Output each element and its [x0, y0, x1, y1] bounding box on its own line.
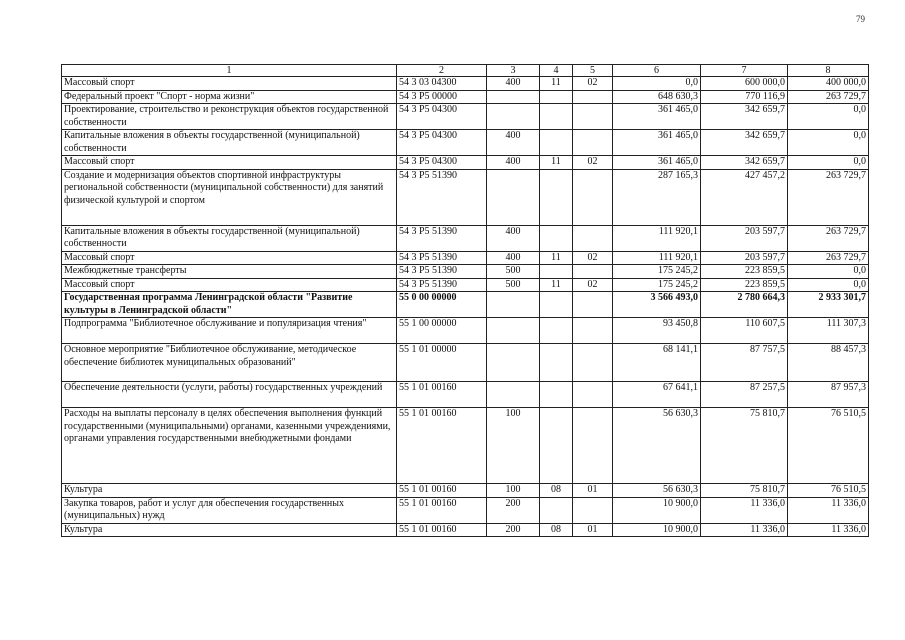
row-value-7: 223 859,5 — [701, 278, 788, 292]
row-name: Закупка товаров, работ и услуг для обеспечения государственных (муниципальных) нужд — [62, 497, 397, 523]
row-expense-type: 200 — [487, 523, 540, 537]
row-name: Межбюджетные трансферты — [62, 265, 397, 279]
table-row — [62, 292, 869, 318]
row-subsection: 02 — [573, 77, 613, 91]
row-subsection — [573, 104, 613, 130]
row-subsection — [573, 130, 613, 156]
row-value-7: 203 597,7 — [701, 251, 788, 265]
row-code: 54 3 P5 04300 — [397, 104, 487, 130]
row-value-6: 10 900,0 — [613, 497, 701, 523]
row-value-6: 361 465,0 — [613, 156, 701, 170]
row-value-6: 68 141,1 — [613, 344, 701, 382]
row-value-8: 263 729,7 — [788, 225, 869, 251]
row-value-6: 361 465,0 — [613, 130, 701, 156]
row-name: Капитальные вложения в объекты государственной (муниципальной) собственности — [62, 225, 397, 251]
row-name: Культура — [62, 484, 397, 498]
row-value-7: 75 810,7 — [701, 484, 788, 498]
row-section — [540, 90, 573, 104]
table-row — [62, 484, 869, 498]
row-section: 11 — [540, 77, 573, 91]
table-row — [62, 382, 869, 408]
row-subsection: 01 — [573, 523, 613, 537]
row-name: Подпрограмма "Библиотечное обслуживание и популяризация чтения" — [62, 318, 397, 344]
header-cell: 1 — [62, 65, 397, 77]
row-value-7: 342 659,7 — [701, 130, 788, 156]
row-value-8: 111 307,3 — [788, 318, 869, 344]
row-name: Проектирование, строительство и реконструкция объектов государственной собственности — [62, 104, 397, 130]
row-subsection — [573, 318, 613, 344]
row-subsection — [573, 408, 613, 484]
row-section — [540, 382, 573, 408]
row-value-7: 770 116,9 — [701, 90, 788, 104]
row-subsection — [573, 225, 613, 251]
row-value-6: 0,0 — [613, 77, 701, 91]
row-expense-type: 100 — [487, 484, 540, 498]
row-value-7: 11 336,0 — [701, 523, 788, 537]
row-section — [540, 408, 573, 484]
table-row — [62, 523, 869, 537]
row-value-6: 648 630,3 — [613, 90, 701, 104]
row-value-6: 287 165,3 — [613, 169, 701, 225]
row-subsection — [573, 344, 613, 382]
row-expense-type — [487, 169, 540, 225]
row-value-7: 110 607,5 — [701, 318, 788, 344]
row-expense-type: 500 — [487, 278, 540, 292]
row-section: 11 — [540, 278, 573, 292]
row-expense-type — [487, 104, 540, 130]
row-code: 55 1 01 00160 — [397, 523, 487, 537]
row-expense-type: 400 — [487, 77, 540, 91]
row-value-8: 11 336,0 — [788, 497, 869, 523]
row-name: Основное мероприятие "Библиотечное обслуживание, методическое обеспечение библиотек муниципальных образований" — [62, 344, 397, 382]
header-row — [62, 65, 869, 77]
row-name: Обеспечение деятельности (услуги, работы) государственных учреждений — [62, 382, 397, 408]
table-row — [62, 497, 869, 523]
row-subsection — [573, 90, 613, 104]
header-cell: 5 — [573, 65, 613, 77]
row-code: 54 3 P5 51390 — [397, 278, 487, 292]
row-expense-type — [487, 292, 540, 318]
header-cell: 2 — [397, 65, 487, 77]
table-row — [62, 225, 869, 251]
row-value-8: 76 510,5 — [788, 484, 869, 498]
row-value-8: 0,0 — [788, 265, 869, 279]
header-cell: 7 — [701, 65, 788, 77]
table-row — [62, 90, 869, 104]
row-code: 54 3 P5 51390 — [397, 225, 487, 251]
row-subsection: 01 — [573, 484, 613, 498]
table-row — [62, 318, 869, 344]
row-value-6: 56 630,3 — [613, 484, 701, 498]
row-name: Капитальные вложения в объекты государственной (муниципальной) собственности — [62, 130, 397, 156]
budget-table — [61, 64, 869, 537]
row-section: 08 — [540, 484, 573, 498]
row-value-8: 0,0 — [788, 104, 869, 130]
row-name: Государственная программа Ленинградской области "Развитие культуры в Ленинградской области" — [62, 292, 397, 318]
row-code: 54 3 03 04300 — [397, 77, 487, 91]
row-expense-type: 100 — [487, 408, 540, 484]
row-value-8: 0,0 — [788, 156, 869, 170]
row-value-6: 361 465,0 — [613, 104, 701, 130]
row-value-6: 175 245,2 — [613, 278, 701, 292]
table-row — [62, 169, 869, 225]
row-code: 55 1 01 00160 — [397, 408, 487, 484]
row-code: 55 1 01 00160 — [397, 497, 487, 523]
row-expense-type — [487, 90, 540, 104]
row-value-8: 263 729,7 — [788, 169, 869, 225]
row-value-7: 342 659,7 — [701, 156, 788, 170]
row-expense-type — [487, 318, 540, 344]
row-name: Массовый спорт — [62, 156, 397, 170]
row-section — [540, 169, 573, 225]
row-code: 54 3 P5 51390 — [397, 169, 487, 225]
row-value-8: 0,0 — [788, 278, 869, 292]
row-code: 55 1 01 00160 — [397, 484, 487, 498]
table-row — [62, 344, 869, 382]
row-value-8: 2 933 301,7 — [788, 292, 869, 318]
header-cell: 8 — [788, 65, 869, 77]
row-value-6: 10 900,0 — [613, 523, 701, 537]
table-row — [62, 251, 869, 265]
row-value-7: 75 810,7 — [701, 408, 788, 484]
page-number: 79 — [856, 14, 865, 24]
table-row — [62, 130, 869, 156]
row-section — [540, 130, 573, 156]
row-expense-type: 400 — [487, 156, 540, 170]
row-value-8: 88 457,3 — [788, 344, 869, 382]
row-code: 55 0 00 00000 — [397, 292, 487, 318]
row-value-6: 111 920,1 — [613, 251, 701, 265]
row-section — [540, 318, 573, 344]
row-code: 54 3 P5 51390 — [397, 265, 487, 279]
row-value-6: 111 920,1 — [613, 225, 701, 251]
row-value-7: 600 000,0 — [701, 77, 788, 91]
row-code: 54 3 P5 04300 — [397, 156, 487, 170]
row-code: 54 3 P5 00000 — [397, 90, 487, 104]
row-name: Массовый спорт — [62, 251, 397, 265]
table-row — [62, 278, 869, 292]
table-row — [62, 265, 869, 279]
row-subsection: 02 — [573, 278, 613, 292]
row-section — [540, 104, 573, 130]
row-value-7: 87 257,5 — [701, 382, 788, 408]
table-row — [62, 77, 869, 91]
row-section: 08 — [540, 523, 573, 537]
row-code: 54 3 P5 04300 — [397, 130, 487, 156]
row-value-8: 0,0 — [788, 130, 869, 156]
row-section — [540, 344, 573, 382]
row-value-6: 93 450,8 — [613, 318, 701, 344]
table-row — [62, 408, 869, 484]
row-expense-type — [487, 382, 540, 408]
row-name: Федеральный проект "Спорт - норма жизни" — [62, 90, 397, 104]
row-name: Создание и модернизация объектов спортивной инфраструктуры региональной собственности (муниципальной собственности) для занятий физической культурой и спортом — [62, 169, 397, 225]
row-value-7: 87 757,5 — [701, 344, 788, 382]
row-subsection — [573, 292, 613, 318]
row-value-6: 56 630,3 — [613, 408, 701, 484]
row-section — [540, 225, 573, 251]
row-code: 54 3 P5 51390 — [397, 251, 487, 265]
row-value-8: 263 729,7 — [788, 251, 869, 265]
row-subsection — [573, 265, 613, 279]
row-value-8: 76 510,5 — [788, 408, 869, 484]
table-row — [62, 156, 869, 170]
row-expense-type: 200 — [487, 497, 540, 523]
row-expense-type: 500 — [487, 265, 540, 279]
row-section: 11 — [540, 156, 573, 170]
row-subsection — [573, 382, 613, 408]
header-cell: 6 — [613, 65, 701, 77]
row-name: Расходы на выплаты персоналу в целях обеспечения выполнения функций государственными (муниципальными) органами, казенными учреждениями, органами управления государственными внебюджетными фондами — [62, 408, 397, 484]
row-code: 55 1 01 00000 — [397, 344, 487, 382]
row-expense-type: 400 — [487, 130, 540, 156]
row-value-8: 400 000,0 — [788, 77, 869, 91]
row-name: Массовый спорт — [62, 278, 397, 292]
row-value-7: 342 659,7 — [701, 104, 788, 130]
row-subsection: 02 — [573, 251, 613, 265]
row-expense-type — [487, 344, 540, 382]
row-value-8: 11 336,0 — [788, 523, 869, 537]
row-name: Культура — [62, 523, 397, 537]
row-expense-type: 400 — [487, 251, 540, 265]
row-value-7: 2 780 664,3 — [701, 292, 788, 318]
row-subsection — [573, 169, 613, 225]
row-value-6: 67 641,1 — [613, 382, 701, 408]
row-value-6: 175 245,2 — [613, 265, 701, 279]
table-row — [62, 104, 869, 130]
row-expense-type: 400 — [487, 225, 540, 251]
row-code: 55 1 01 00160 — [397, 382, 487, 408]
row-section — [540, 292, 573, 318]
row-subsection: 02 — [573, 156, 613, 170]
row-value-8: 87 957,3 — [788, 382, 869, 408]
row-section: 11 — [540, 251, 573, 265]
row-value-7: 427 457,2 — [701, 169, 788, 225]
row-value-7: 203 597,7 — [701, 225, 788, 251]
row-code: 55 1 00 00000 — [397, 318, 487, 344]
row-value-7: 223 859,5 — [701, 265, 788, 279]
header-cell: 3 — [487, 65, 540, 77]
row-name: Массовый спорт — [62, 77, 397, 91]
row-section — [540, 497, 573, 523]
row-value-8: 263 729,7 — [788, 90, 869, 104]
row-value-7: 11 336,0 — [701, 497, 788, 523]
header-cell: 4 — [540, 65, 573, 77]
row-section — [540, 265, 573, 279]
row-subsection — [573, 497, 613, 523]
row-value-6: 3 566 493,0 — [613, 292, 701, 318]
